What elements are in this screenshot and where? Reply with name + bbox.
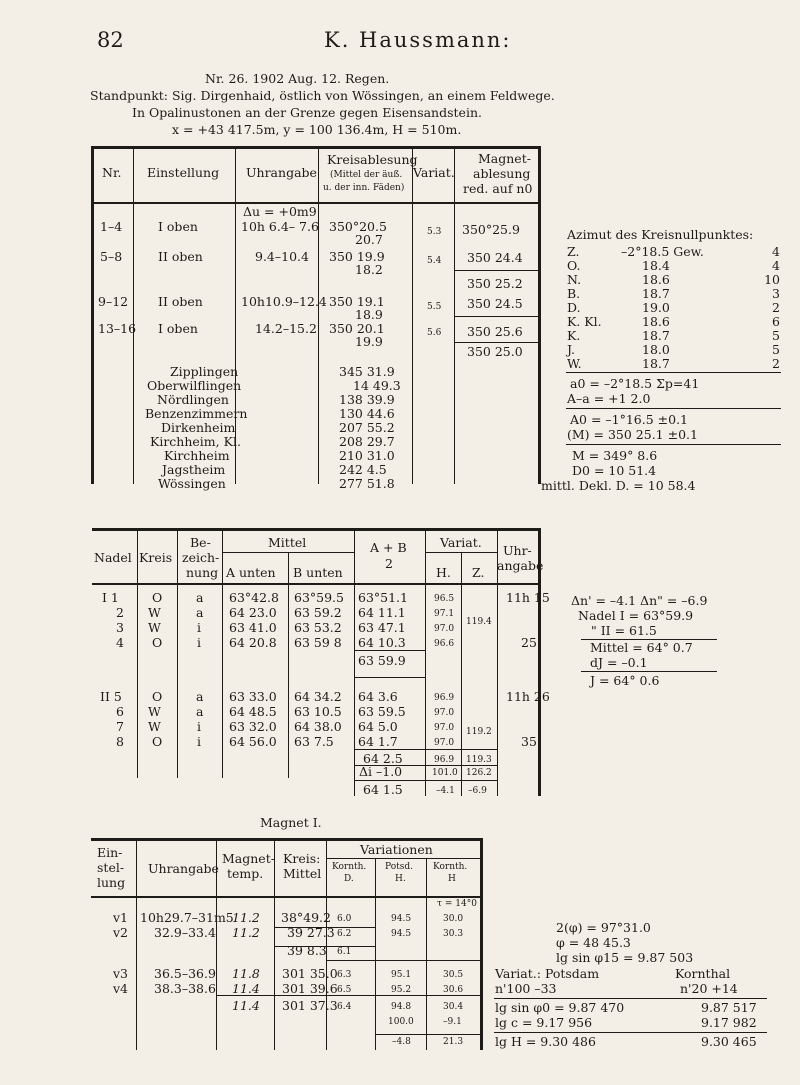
t3-kornth-diff: 21.3 [443,1037,464,1047]
t3-potsd-h: 95.1 [391,970,412,980]
row-kreis1: 350 19.1 [329,294,385,309]
t2-a-unten: 63 32.0 [229,719,277,734]
row-einstellung: I oben [158,219,198,234]
t2-uhr: 25 [521,635,537,650]
t3-kornth-d: 6.5 [337,985,352,995]
place-azimuth: 345 31.9 [339,364,395,379]
azimut-a-minus: A–a = +1 2.0 [567,391,651,406]
t3-side-lgsin0: lg sin φ0 = 9.87 470 [495,1000,625,1015]
t2-side-mittel: Mittel = 64° 0.7 [590,640,693,655]
col-header-kreis-sub1: (Mittel der äuß. [330,170,403,180]
azimut-value: 18.6 [642,272,670,287]
azimut-key: D. [567,300,581,315]
t3-temp: 11.2 [232,910,260,925]
t2-nadel: 7 [116,719,124,734]
azimut-value: 18.7 [642,356,670,371]
t2-uhr: 11h 15 [506,590,550,605]
t3-header-ein1: Ein- [97,845,123,860]
row-variat: 5.4 [427,256,442,266]
col-header-kreis-sub2: u. der inn. Fäden) [323,183,405,193]
t3-temp: 11.4 [232,981,260,996]
t2-header-uhr2: angabe [497,558,544,573]
t3-kornth-h: 30.6 [443,985,464,995]
place-name: Dirkenheim [161,420,236,435]
t2-nadel: 4 [116,635,124,650]
t3-potsd-diff: –4.8 [392,1037,411,1047]
t3-potsd-h-mean: 94.8 [391,1002,412,1012]
t3-header-kreis1: Kreis: [283,851,321,866]
t2-apb: 63 59.5 [358,704,406,719]
azimut-key: W. [567,356,582,371]
t3-kreis: 39 27.3 [287,925,335,940]
row-kreis1: 350°20.5 [329,219,387,234]
t3-temp-mean: 11.4 [232,998,260,1013]
t2-result-apb: 64 1.5 [363,782,403,797]
azimut-M-paren: (M) = 350 25.1 ±0.1 [567,427,698,442]
t2-z: 119.2 [466,727,492,737]
t2-nadel: II 5 [100,689,122,704]
azimut-weight: 10 [764,272,780,287]
t2-kreis: W [148,605,161,620]
t3-kreis: 38°49.2 [281,910,331,925]
azimut-a0: a0 = –2°18.5 Σp=41 [570,376,700,391]
page-number: 82 [97,28,124,52]
azimut-value: 18.0 [642,342,670,357]
col-header-magnet1: Magnet- [478,151,531,166]
azimut-value: 18.6 [642,314,670,329]
t2-result-z: –6.9 [468,786,487,796]
row-kreis1: 350 19.9 [329,249,385,264]
t3-temp: 11.2 [232,925,260,940]
t2-bez: a [196,689,204,704]
place-name: Zipplingen [170,364,239,379]
place-azimuth: 242 4.5 [339,462,387,477]
t3-header-mag1: Magnet- [222,851,275,866]
azimut-value: –2°18.5 Gew. [621,244,704,259]
t3-kreis: 301 39.6 [282,981,338,996]
t3-header-kornth1b: D. [344,874,354,884]
t3-kornth-d-mean: 6.4 [337,1002,352,1012]
t3-side-n100: n'100 –33 [495,981,557,996]
azimut-weight: 6 [772,314,780,329]
row-magnet: 350 24.5 [467,296,523,311]
t2-kreis: W [148,704,161,719]
row-nr: 1–4 [100,219,123,234]
t2-header-bez1: Be- [190,535,211,550]
t3-header-ein3: lung [97,875,126,890]
azimut-D0: D0 = 10 51.4 [572,463,657,478]
t2-z: 119.4 [466,617,492,627]
t2-result-h: –4.1 [436,786,455,796]
t3-side-2phi: 2(φ) = 97°31.0 [556,920,651,935]
azimut-weight: 5 [772,328,780,343]
t2-b-unten: 63 53.2 [294,620,342,635]
azimut-A0: A0 = –1°16.5 ±0.1 [570,412,689,427]
t2-nadel: 2 [116,605,124,620]
row-magnet: 350 24.4 [467,250,523,265]
place-azimuth: 207 55.2 [339,420,395,435]
row-variat: 5.3 [427,227,442,237]
t2-b-unten: 63 7.5 [294,734,334,749]
col-header-einstellung: Einstellung [147,165,220,180]
t3-kornth-d: 6.3 [337,970,352,980]
t3-kornth-h: 30.3 [443,929,464,939]
t3-side-kornthal: Kornthal [675,966,731,981]
t3-header-potsd: Potsd. [385,862,413,872]
t2-a-unten: 63 33.0 [229,689,277,704]
row-kreis1: 350 20.1 [329,321,385,336]
t2-a-unten: 64 56.0 [229,734,277,749]
t2-side-dJ: dJ = –0.1 [590,655,648,670]
t3-ein: v3 [113,966,129,981]
azimut-weight: 2 [772,300,780,315]
t3-kornth-norm: –9.1 [443,1017,462,1027]
t3-header-kornth2: Kornth. [433,862,468,872]
t3-kreis-mean: 301 37.3 [282,998,338,1013]
magnet-caption: Magnet I. [260,815,322,830]
place-azimuth: 138 39.9 [339,392,395,407]
t3-side-lgc-k: 9.17 982 [701,1015,757,1030]
t2-nadel: 8 [116,734,124,749]
place-name: Wössingen [158,476,226,491]
station-location: Standpunkt: Sig. Dirgenhaid, östlich von Wössingen, an einem Feldwege. [90,88,555,103]
station-coordinates: x = +43 417.5m, y = 100 136.4m, H = 510m. [172,122,462,137]
row-uhr: 10h10.9–12.4 [241,294,327,309]
row-kreis2: 19.9 [355,334,383,349]
t2-apb: 63 47.1 [358,620,406,635]
t2-a-unten: 64 20.8 [229,635,277,650]
station-title: Nr. 26. 1902 Aug. 12. Regen. [205,71,390,86]
t3-ein: v1 [113,910,129,925]
row-uhr: 14.2–15.2 [255,321,317,336]
t2-header-uhr1: Uhr- [503,543,532,558]
t3-uhr: 36.5–36.9 [154,966,216,981]
t3-uhr: 10h29.7–31m5 [140,910,234,925]
t2-kreis: O [152,734,163,749]
t2-side-nadel1: Nadel I = 63°59.9 [578,608,694,623]
t2-b-unten: 63 59 8 [294,635,342,650]
t2-header-nadel: Nadel [94,550,132,565]
row-einstellung: I oben [158,321,198,336]
azimut-value: 18.7 [642,286,670,301]
t2-header-two: 2 [385,556,393,571]
t2-kreis: O [152,689,163,704]
place-name: Nördlingen [157,392,229,407]
place-azimuth: 208 29.7 [339,434,395,449]
row-nr: 13–16 [98,321,137,336]
t3-kornth-d-mean: 6.1 [337,947,352,957]
t2-uhr: 11h 26 [506,689,550,704]
azimut-weight: 4 [772,244,780,259]
t2-bez: a [196,605,204,620]
row-variat: 5.6 [427,328,442,338]
t2-h: 97.1 [434,609,455,619]
t2-bez: i [197,620,201,635]
t2-header-b-unten: B unten [293,565,343,580]
row-uhr: 10h 6.4– 7.6 [241,219,319,234]
t3-header-variationen: Variationen [360,842,433,857]
t2-apb: 64 1.7 [358,734,398,749]
t3-kornth-h-mean: 30.4 [443,1002,464,1012]
t2-delta-i: Δi –1.0 [359,764,403,779]
t3-ein: v2 [113,925,129,940]
azimut-key: O. [567,258,581,273]
row-magnet: 350 25.0 [467,344,523,359]
t2-header-apb: A + B [370,540,407,555]
t2-bez: a [196,704,204,719]
delta-u: Δu = +0m9 [243,204,317,219]
col-header-uhrangabe: Uhrangabe [246,165,317,180]
t2-h: 97.0 [434,624,455,634]
t3-header-kreis2: Mittel [283,866,322,881]
t2-apb: 64 3.6 [358,689,398,704]
t2-header-mittel: Mittel [268,535,307,550]
t2-bez: i [197,719,201,734]
col-header-variat: Variat. [413,165,455,180]
azimut-key: N. [567,272,582,287]
t3-kornth-d: 6.2 [337,929,352,939]
azimut-key: K. [567,328,581,343]
t2-apb: 64 5.0 [358,719,398,734]
t2-kreis: W [148,620,161,635]
place-name: Jagstheim [162,462,226,477]
azimut-key: K. Kl. [567,314,602,329]
t2-uhr: 35 [521,734,537,749]
t3-side-variat: Variat.: Potsdam [495,966,600,981]
t2-kreis: O [152,635,163,650]
t3-kornth-d: 6.0 [337,914,352,924]
azimut-M: M = 349° 8.6 [572,448,658,463]
t2-sum-h: 96.9 [434,755,455,765]
t3-side-lgsin15: lg sin φ15 = 9.87 503 [556,950,694,965]
t2-a-unten: 64 48.5 [229,704,277,719]
t2-side-J: J = 64° 0.6 [590,673,660,688]
t3-potsd-h: 94.5 [391,914,412,924]
t3-header-kornth1: Kornth. [332,862,367,872]
t3-side-lgH-k: 9.30 465 [701,1034,757,1049]
col-header-magnet3: red. auf n0 [463,181,533,196]
azimut-weight: 4 [772,258,780,273]
t2-apb: 63°51.1 [358,590,408,605]
col-header-nr: Nr. [102,165,122,180]
t3-header-mag2: temp. [227,866,264,881]
t2-header-kreis: Kreis [139,550,173,565]
t2-apb-mean: 63 59.9 [358,653,406,668]
t2-header-variat: Variat. [440,535,482,550]
t3-header-uhr: Uhrangabe [148,861,219,876]
t2-nadel: 6 [116,704,124,719]
place-name: Kirchheim [164,448,230,463]
station-geology: In Opalinustonen an der Grenze gegen Eisensandstein. [132,105,482,120]
row-nr: 9–12 [98,294,129,309]
t3-side-lgsin0-k: 9.87 517 [701,1000,757,1015]
azimut-key: Z. [567,244,580,259]
t3-header-potsdb: H. [395,874,406,884]
t3-kornth-h: 30.5 [443,970,464,980]
row-kreis2: 18.2 [355,262,383,277]
azimut-title: Azimut des Kreisnullpunktes: [567,227,754,242]
col-header-kreisablesung: Kreisablesung [327,152,418,167]
t2-header-h: H. [436,565,451,580]
t2-nadel: I 1 [102,590,119,605]
row-magnet: 350°25.9 [462,222,520,237]
t2-h: 97.0 [434,723,455,733]
t2-h: 97.0 [434,738,455,748]
row-uhr: 9.4–10.4 [255,249,309,264]
row-kreis2: 20.7 [355,232,383,247]
t3-potsd-h: 94.5 [391,929,412,939]
t2-header-z: Z. [472,565,485,580]
t2-h: 97.0 [434,708,455,718]
t2-b-unten: 64 38.0 [294,719,342,734]
col-header-magnet2: ablesung [473,166,531,181]
t3-side-lgc: lg c = 9.17 956 [495,1015,593,1030]
t2-b-unten: 63 10.5 [294,704,342,719]
t3-temp: 11.8 [232,966,260,981]
place-azimuth: 210 31.0 [339,448,395,463]
place-name: Oberwilflingen [147,378,242,393]
t2-b-unten: 64 34.2 [294,689,342,704]
t2-apb: 64 11.1 [358,605,406,620]
t3-potsd-h: 95.2 [391,985,412,995]
t2-sum-z: 119.3 [466,755,492,765]
t2-kreis: O [152,590,163,605]
t2-h: 96.6 [434,639,455,649]
t2-a-unten: 63°42.8 [229,590,279,605]
t3-side-phi: φ = 48 45.3 [556,935,631,950]
t2-bez: i [197,635,201,650]
place-azimuth: 277 51.8 [339,476,395,491]
t3-kreis-mean: 39 8.3 [287,943,327,958]
t2-bez: i [197,734,201,749]
place-name: Kirchheim, Kl. [150,434,241,449]
t2-a-unten: 63 41.0 [229,620,277,635]
azimut-key: B. [567,286,581,301]
azimut-value: 18.7 [642,328,670,343]
t2-kreis: W [148,719,161,734]
azimut-value: 19.0 [642,300,670,315]
t2-h: 96.5 [434,594,455,604]
azimut-weight: 3 [772,286,780,301]
t2-a-unten: 64 23.0 [229,605,277,620]
t2-header-bez3: nung [186,565,219,580]
t2-norm-z: 126.2 [466,768,492,778]
t3-uhr: 32.9–33.4 [154,925,216,940]
azimut-weight: 5 [772,342,780,357]
t2-b-unten: 63°59.5 [294,590,344,605]
t2-header-bez2: zeich- [182,550,220,565]
azimut-weight: 2 [772,356,780,371]
t3-kreis: 301 35.0 [282,966,338,981]
t3-side-n20: n'20 +14 [680,981,738,996]
place-azimuth: 130 44.6 [339,406,395,421]
row-kreis2: 18.9 [355,307,383,322]
row-einstellung: II oben [158,294,203,309]
t3-header-ein2: stel- [97,860,125,875]
t3-kornth-h: 30.0 [443,914,464,924]
row-nr: 5–8 [100,249,123,264]
row-magnet: 350 25.2 [467,276,523,291]
t2-bez: a [196,590,204,605]
row-einstellung: II oben [158,249,203,264]
t2-side-delta-n: Δn' = –4.1 Δn" = –6.9 [571,593,708,608]
place-name: Benzenzimmern [145,406,248,421]
t2-nadel: 3 [116,620,124,635]
row-magnet: 350 25.6 [467,324,523,339]
row-variat: 5.5 [427,302,442,312]
t3-header-kornth2b: H [448,874,456,884]
t2-header-a-unten: A unten [226,565,276,580]
azimut-key: J. [567,342,576,357]
t2-apb: 64 10.3 [358,635,406,650]
t2-sum-apb: 64 2.5 [363,751,403,766]
t3-uhr: 38.3–38.6 [154,981,216,996]
t2-b-unten: 63 59.2 [294,605,342,620]
place-azimuth: 14 49.3 [353,378,401,393]
t2-side-nadel2: " II = 61.5 [591,623,657,638]
t3-tau: τ = 14°0 [437,899,477,909]
t3-ein: v4 [113,981,129,996]
t2-h: 96.9 [434,693,455,703]
running-header-author: K. Haussmann: [324,28,512,52]
t2-norm-h: 101.0 [432,768,458,778]
azimut-mittl-dekl: mittl. Dekl. D. = 10 58.4 [541,478,696,493]
t3-side-lgH: lg H = 9.30 486 [495,1034,596,1049]
t3-potsd-norm: 100.0 [388,1017,414,1027]
azimut-value: 18.4 [642,258,670,273]
